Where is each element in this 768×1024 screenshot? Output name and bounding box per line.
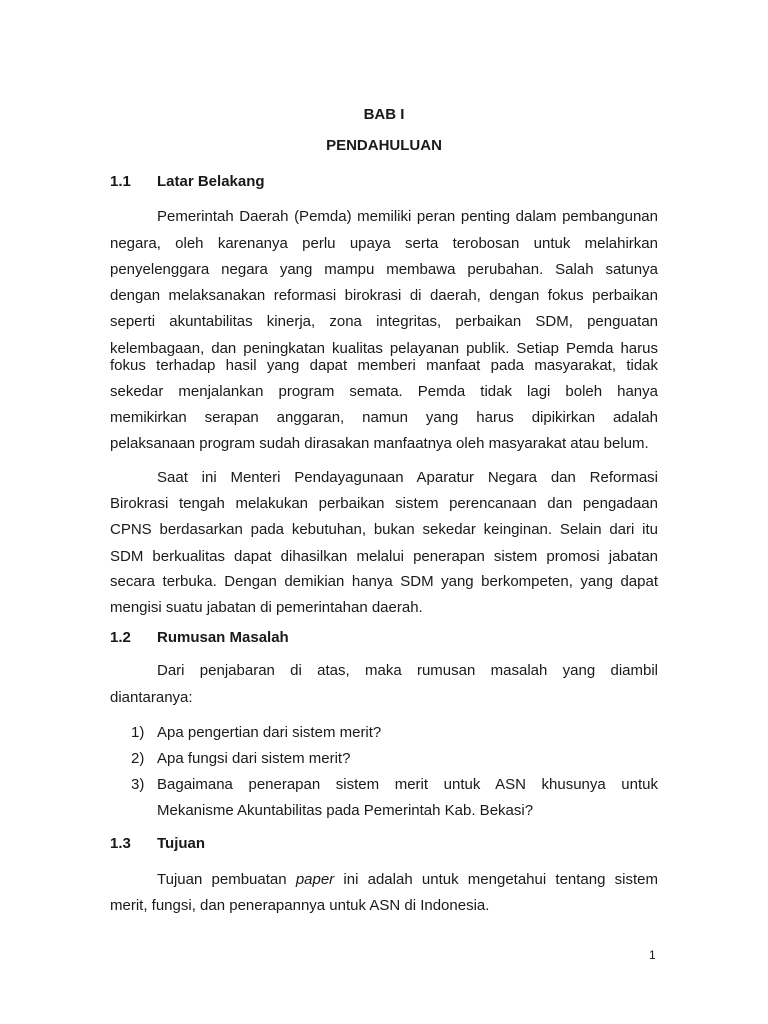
paragraph-line: negara, oleh karenanya perlu upaya serta terobosan untuk melahirkan — [110, 235, 658, 252]
paragraph-line: SDM berkualitas dapat dihasilkan melalui penerapan sistem promosi jabatan — [110, 548, 658, 565]
paragraph-line: CPNS berdasarkan pada kebutuhan, bukan sekedar keinginan. Selain dari itu — [110, 521, 658, 538]
paragraph-line: Saat ini Menteri Pendayagunaan Aparatur Negara dan Reformasi — [157, 469, 658, 486]
chapter-label: BAB I — [363, 106, 405, 123]
paragraph-line: Birokrasi tengah melakukan perbaikan sistem perencanaan dan pengadaan — [110, 495, 658, 512]
paragraph-line: Pemerintah Daerah (Pemda) memiliki peran penting dalam pembangunan — [157, 208, 658, 225]
paragraph-line: merit, fungsi, dan penerapannya untuk ASN di Indonesia. — [110, 897, 490, 914]
section-heading — [110, 629, 289, 647]
list-item: Apa pengertian dari sistem merit? — [157, 724, 382, 741]
paragraph-line: penyelenggara negara yang mampu membawa perubahan. Salah satunya — [110, 261, 658, 278]
paragraph-line: secara terbuka. Dengan demikian hanya SDM yang berkompeten, yang dapat — [110, 573, 658, 590]
list-item: Bagaimana penerapan sistem merit untuk ASN khusunya untuk — [157, 776, 658, 793]
page-number: 1 — [649, 948, 656, 962]
list-item: Apa fungsi dari sistem merit? — [157, 750, 351, 767]
text-run: ini adalah untuk mengetahui tentang sistem — [334, 871, 659, 888]
section-title: Latar Belakang — [157, 173, 265, 190]
paragraph-line: dengan melaksanakan reformasi birokrasi di daerah, dengan fokus perbaikan — [110, 287, 658, 304]
paragraph-line: sekedar menjalankan program semata. Pemda tidak lagi boleh hanya — [110, 383, 658, 400]
paragraph-line: Dari penjabaran di atas, maka rumusan masalah yang diambil — [157, 662, 658, 679]
paragraph-line: seperti akuntabilitas kinerja, zona integritas, perbaikan SDM, penguatan — [110, 313, 658, 330]
paragraph-line: kelembagaan, dan peningkatan kualitas pelayanan publik. Setiap Pemda harus — [110, 340, 658, 357]
list-number: 2) — [131, 750, 145, 767]
section-number: 1.2 — [110, 629, 131, 646]
paragraph-line: mengisi suatu jabatan di pemerintahan daerah. — [110, 599, 423, 616]
list-item-continuation: Mekanisme Akuntabilitas pada Pemerintah Kab. Bekasi? — [157, 802, 534, 819]
paragraph-line: memikirkan serapan anggaran, namun yang harus dipikirkan adalah — [110, 409, 658, 426]
paragraph-line: fokus terhadap hasil yang dapat memberi manfaat pada masyarakat, tidak — [110, 357, 658, 374]
section-heading — [110, 173, 265, 191]
section-heading — [110, 835, 205, 853]
chapter-title: PENDAHULUAN — [326, 137, 442, 154]
text-run: Tujuan pembuatan — [157, 871, 296, 888]
section-number: 1.3 — [110, 835, 131, 852]
paragraph-line: diantaranya: — [110, 689, 193, 706]
paragraph-line — [157, 871, 658, 889]
section-title: Rumusan Masalah — [157, 629, 289, 646]
list-number: 1) — [131, 724, 145, 741]
section-title: Tujuan — [157, 835, 206, 852]
section-number: 1.1 — [110, 173, 131, 190]
paragraph-line: pelaksanaan program sudah dirasakan manfaatnya oleh masyarakat atau belum. — [110, 435, 649, 452]
list-number: 3) — [131, 776, 145, 793]
italic-term: paper — [295, 871, 335, 888]
